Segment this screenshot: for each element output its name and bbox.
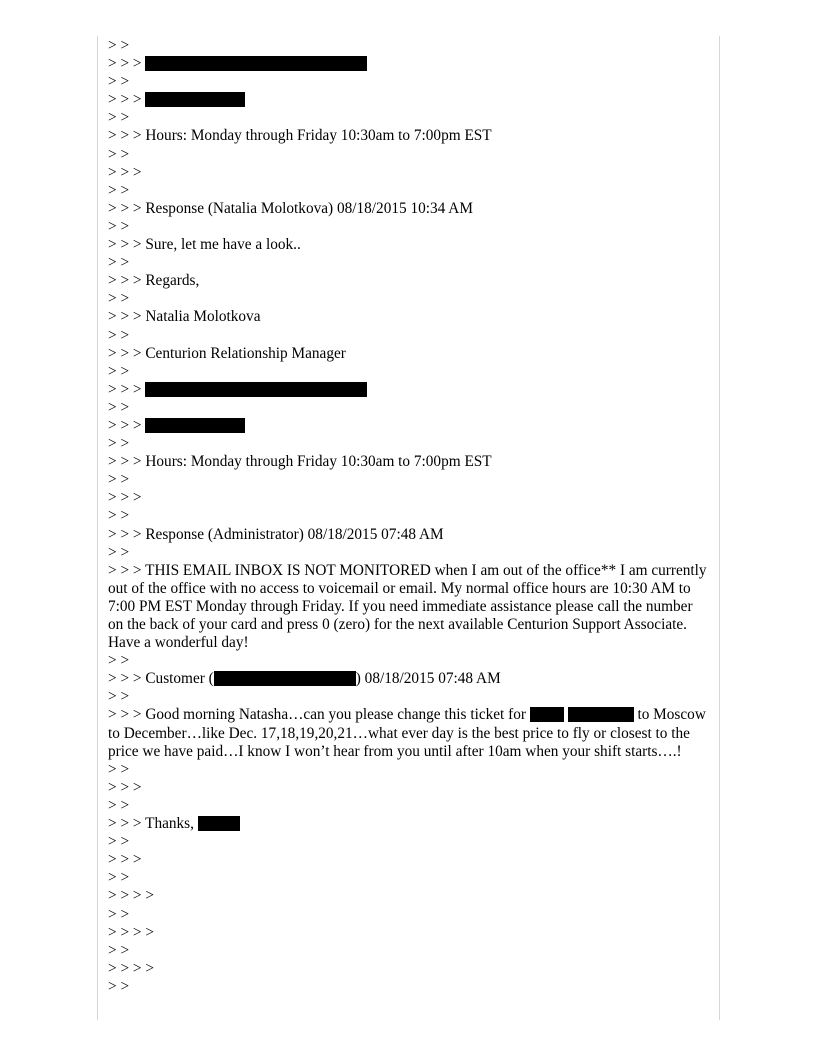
quote-line: > > <box>108 977 130 995</box>
auto-reply-text: THIS EMAIL INBOX IS NOT MONITORED when I am out of the office** I am currently out of the office with no access to voicemail or email. My normal office hours are 10:30 AM to 7:00 PM EST Monday through Friday. If you need immediate assistance please call the number on the back of your card and press 0 (zero) for the next available Centurion Support Associate. Have a wonderful day! <box>108 561 707 652</box>
quote-line: > > <box>108 145 130 163</box>
page-frame-left <box>97 36 98 1020</box>
quote-line: > > > <box>108 489 142 507</box>
customer-body-end: to Moscow to December…like Dec. 17,18,19,20,21…what ever day is the best price to fly or closest to the price we have paid…I know I won’t hear from you until after 10am when your shift starts….! <box>108 706 706 760</box>
quote-line: > > <box>108 869 130 887</box>
hours-text: Hours: Monday through Friday 10:30am to 7:00pm EST <box>145 127 492 145</box>
quote-marker: > > > <box>108 308 142 326</box>
customer-body <box>108 706 708 760</box>
quote-marker: > > > <box>108 706 142 724</box>
signature-title <box>108 345 708 363</box>
regards-text: Regards, <box>145 272 200 290</box>
quote-line: > > <box>108 73 130 91</box>
thanks-line <box>108 815 708 833</box>
thanks-text: Thanks, <box>145 815 194 833</box>
quote-line: > > <box>108 833 130 851</box>
quote-marker: > > > <box>108 91 142 109</box>
quote-line: > > > <box>108 851 142 869</box>
quote-line: > > <box>108 362 130 380</box>
quote-marker: > > > <box>108 272 142 290</box>
quote-line: > > <box>108 471 130 489</box>
quote-line: > > <box>108 652 130 670</box>
signature-title-text: Centurion Relationship Manager <box>145 344 346 362</box>
signature-name <box>108 308 708 326</box>
page-frame-right <box>719 36 720 1020</box>
quote-line: > > <box>108 217 130 235</box>
redaction-block <box>198 816 240 831</box>
quote-line: > > <box>108 796 130 814</box>
response-header <box>108 526 708 544</box>
customer-prefix: Customer ( <box>145 670 214 688</box>
redaction-block <box>145 56 367 71</box>
quote-marker: > > > <box>108 453 142 471</box>
redaction-block <box>145 92 245 107</box>
redaction-block <box>145 382 367 397</box>
quote-line: > > <box>108 398 130 416</box>
quote-marker: > > > <box>108 199 142 217</box>
quote-line: > > > <box>108 778 142 796</box>
quote-line-redacted <box>108 91 708 109</box>
quote-marker: > > > <box>108 236 142 254</box>
quote-line: > > <box>108 254 130 272</box>
quote-line-redacted <box>108 381 708 399</box>
response-header <box>108 200 708 218</box>
quote-line: > > <box>108 507 130 525</box>
quote-line: > > > > <box>108 959 154 977</box>
redaction-block <box>568 707 634 722</box>
hours-line <box>108 453 708 471</box>
quote-line: > > <box>108 109 130 127</box>
quote-line-redacted <box>108 417 708 435</box>
email-thread <box>108 37 708 996</box>
redaction-block <box>214 671 356 686</box>
response-header-text: Response (Natalia Molotkova) 08/18/2015 10:34 AM <box>145 199 473 217</box>
response-body <box>108 236 708 254</box>
quote-marker: > > > <box>108 55 142 73</box>
quote-marker: > > > <box>108 380 142 398</box>
response-header-text: Response (Administrator) 08/18/2015 07:48 AM <box>145 525 444 543</box>
quote-marker: > > > <box>108 815 142 833</box>
quote-line: > > <box>108 290 130 308</box>
hours-line <box>108 127 708 145</box>
quote-line: > > <box>108 435 130 453</box>
quote-line: > > <box>108 688 130 706</box>
quote-line: > > > <box>108 163 142 181</box>
customer-suffix: ) 08/18/2015 07:48 AM <box>355 670 501 688</box>
quote-line: > > > > <box>108 923 154 941</box>
signature-name-text: Natalia Molotkova <box>145 308 261 326</box>
quote-marker: > > > <box>108 127 142 145</box>
customer-header <box>108 670 708 688</box>
quote-line: > > <box>108 543 130 561</box>
quote-marker: > > > <box>108 344 142 362</box>
quote-line: > > <box>108 760 130 778</box>
redaction-block <box>145 418 245 433</box>
quote-line: > > <box>108 326 130 344</box>
quote-line: > > <box>108 37 130 54</box>
customer-body-start: Good morning Natasha…can you please change this ticket for <box>145 706 526 724</box>
regards-line <box>108 272 708 290</box>
quote-line: > > > > <box>108 887 154 905</box>
quote-line-redacted <box>108 55 708 73</box>
quote-marker: > > > <box>108 525 142 543</box>
quote-line: > > <box>108 181 130 199</box>
quote-marker: > > > <box>108 416 142 434</box>
quote-line: > > <box>108 905 130 923</box>
quote-line: > > <box>108 941 130 959</box>
redaction-block <box>530 707 564 722</box>
response-body-text: Sure, let me have a look.. <box>145 236 301 254</box>
quote-marker: > > > <box>108 561 142 579</box>
hours-text: Hours: Monday through Friday 10:30am to 7:00pm EST <box>145 453 492 471</box>
auto-reply-body <box>108 562 708 652</box>
quote-marker: > > > <box>108 670 142 688</box>
